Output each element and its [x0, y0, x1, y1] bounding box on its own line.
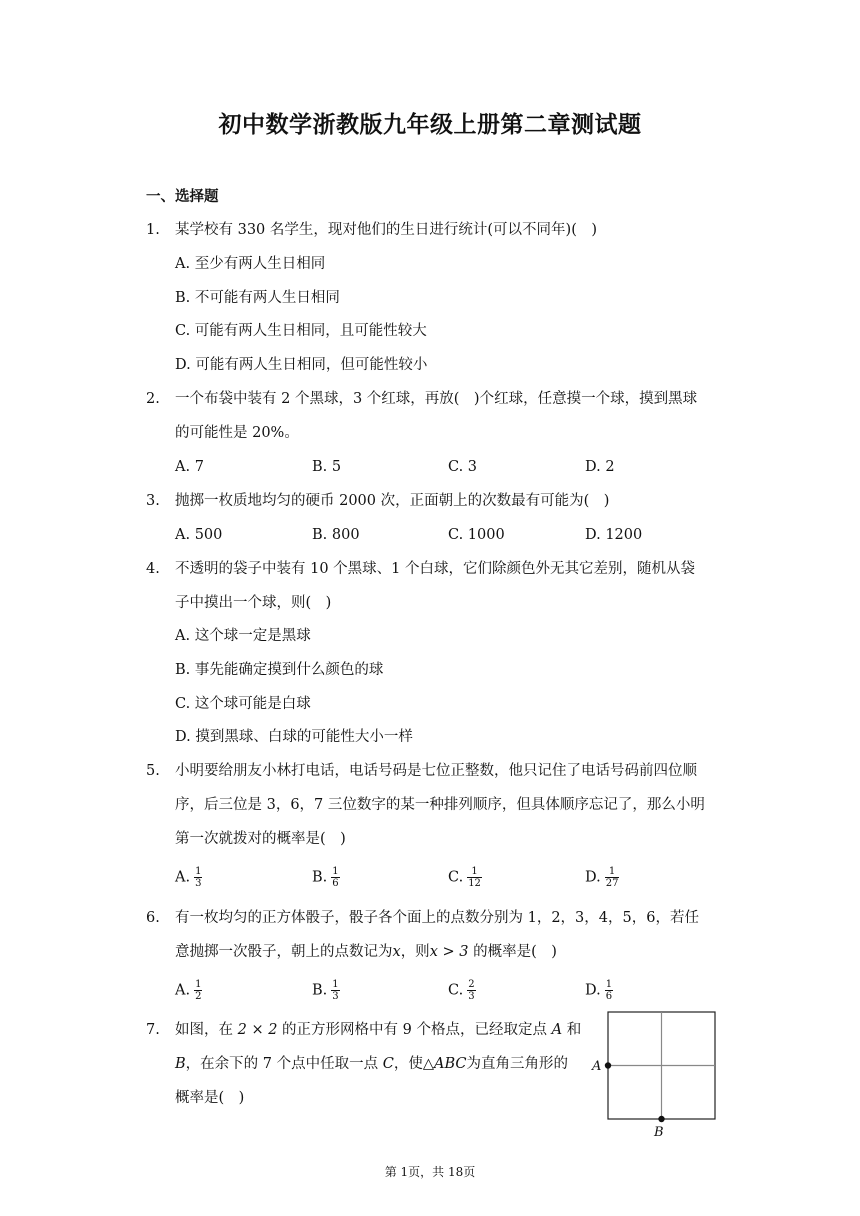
stem-text: 如图，在: [175, 1022, 238, 1038]
label-b: B: [654, 1125, 664, 1140]
option-a: A. 500: [175, 527, 223, 543]
option-b: [312, 979, 340, 1002]
question-stem: 一个布袋中装有 2 个黑球，3 个红球，再放( )个红球，任意摸一个球，摸到黑球: [175, 391, 698, 407]
denominator: 2: [195, 991, 202, 1002]
question-stem-cont: 第一次就拨对的概率是( ): [175, 831, 346, 847]
option-c: [448, 979, 476, 1002]
numerator: 1: [195, 979, 202, 990]
point-b: [658, 1116, 664, 1122]
numerator: 1: [471, 866, 478, 877]
option-label: D.: [585, 982, 601, 999]
option-a: [175, 866, 202, 889]
option-c: [448, 866, 482, 889]
question-stem-cont: 的可能性是 20%。: [175, 425, 299, 441]
math-variable: A: [551, 1022, 563, 1038]
option-c: C. 可能有两人生日相同，且可能性较大: [175, 323, 427, 339]
denominator: 3: [195, 878, 202, 889]
option-c: C. 1000: [448, 527, 505, 543]
section-heading: 一、选择题: [146, 188, 219, 205]
option-label: D.: [585, 869, 601, 886]
question-number: 6.: [146, 910, 160, 926]
stem-text: 意抛掷一次骰子，朝上的点数记为: [175, 944, 393, 960]
denominator: 12: [468, 878, 481, 889]
denominator: 6: [332, 878, 339, 889]
page-footer: 第 1页，共 18页: [384, 1165, 476, 1179]
question-stem-cont: [175, 1054, 568, 1074]
option-d: D. 2: [585, 459, 615, 475]
math-variable: C: [382, 1056, 394, 1072]
option-b: [312, 866, 340, 889]
numerator: 1: [195, 866, 202, 877]
option-a: A. 这个球一定是黑球: [175, 628, 311, 644]
option-label: C.: [448, 982, 464, 999]
question-stem-cont: 序，后三位是 3，6，7 三位数字的某一种排列顺序，但具体顺序忘记了，那么小明: [175, 797, 705, 813]
stem-text: 的正方形网格中有 9 个格点，已经取定点: [277, 1022, 552, 1038]
fraction: [605, 979, 613, 1002]
option-b: B. 不可能有两人生日相同: [175, 290, 340, 306]
option-label: A.: [175, 869, 191, 886]
option-d: D. 摸到黑球、白球的可能性大小一样: [175, 729, 413, 745]
option-a: [175, 979, 202, 1002]
denominator: 3: [468, 991, 475, 1002]
question-number: 7.: [146, 1022, 160, 1038]
question-stem: 小明要给朋友小林打电话，电话号码是七位正整数，他只记住了电话号码前四位顺: [175, 763, 697, 779]
denominator: 27: [605, 878, 619, 889]
option-label: A.: [175, 982, 191, 999]
fraction: [194, 979, 202, 1002]
point-a: [605, 1062, 611, 1068]
option-label: B.: [312, 869, 328, 886]
option-c: C. 这个球可能是白球: [175, 696, 311, 712]
fraction: [467, 866, 482, 889]
question-stem: 有一枚均匀的正方体骰子，骰子各个面上的点数分别为 1，2，3，4，5，6，若任: [175, 910, 699, 926]
math-expression: ABC: [433, 1056, 467, 1072]
question-stem: 不透明的袋子中装有 10 个黑球、1 个白球，它们除颜色外无其它差别，随机从袋: [175, 561, 696, 577]
question-number: 4.: [146, 561, 160, 577]
option-b: B. 5: [312, 459, 342, 475]
option-b: B. 800: [312, 527, 360, 543]
option-b: B. 事先能确定摸到什么颜色的球: [175, 662, 384, 678]
question-stem-cont: [175, 942, 557, 962]
option-a: A. 至少有两人生日相同: [175, 256, 326, 272]
math-variable: B: [175, 1056, 186, 1072]
question-number: 1.: [146, 222, 160, 238]
fraction: [331, 979, 339, 1002]
math-variable: x: [392, 944, 401, 960]
numerator: 1: [332, 866, 339, 877]
option-d: D. 可能有两人生日相同，但可能性较小: [175, 357, 428, 373]
question-number: 2.: [146, 391, 160, 407]
question-stem: 抛掷一枚质地均匀的硬币 2000 次，正面朝上的次数最有可能为( ): [175, 493, 610, 509]
stem-text: 的概率是( ): [468, 944, 557, 960]
grid-figure: [588, 1004, 723, 1144]
question-stem-cont: 子中摸出一个球，则( ): [175, 595, 332, 611]
page-title: 初中数学浙教版九年级上册第二章测试题: [218, 111, 642, 138]
math-expression: x > 3: [429, 944, 469, 960]
label-a: A: [592, 1059, 602, 1074]
stem-text: ，在余下的 7 个点中任取一点: [185, 1056, 383, 1072]
fraction: [194, 866, 202, 889]
question-stem: 某学校有 330 名学生，现对他们的生日进行统计(可以不同年)( ): [175, 222, 598, 238]
question-number: 5.: [146, 763, 160, 779]
numerator: 2: [468, 979, 475, 990]
stem-text: ，则: [400, 944, 430, 960]
numerator: 1: [332, 979, 339, 990]
option-d: [585, 866, 619, 889]
option-label: C.: [448, 869, 464, 886]
fraction: [331, 866, 339, 889]
option-a: A. 7: [175, 459, 204, 475]
denominator: 6: [605, 991, 613, 1002]
question-number: 3.: [146, 493, 160, 509]
numerator: 1: [605, 979, 613, 990]
stem-text: 和: [562, 1022, 582, 1038]
fraction: [605, 866, 620, 889]
fraction: [467, 979, 475, 1002]
option-d: [585, 979, 613, 1002]
stem-text: 为直角三角形的: [466, 1056, 568, 1072]
option-label: B.: [312, 982, 328, 999]
stem-text: ，使△: [393, 1056, 434, 1072]
question-stem: [175, 1020, 581, 1040]
option-d: D. 1200: [585, 527, 643, 543]
numerator: 1: [608, 866, 616, 877]
option-c: C. 3: [448, 459, 478, 475]
question-stem-cont: 概率是( ): [175, 1090, 245, 1106]
denominator: 3: [332, 991, 339, 1002]
math-expression: 2 × 2: [237, 1022, 278, 1038]
